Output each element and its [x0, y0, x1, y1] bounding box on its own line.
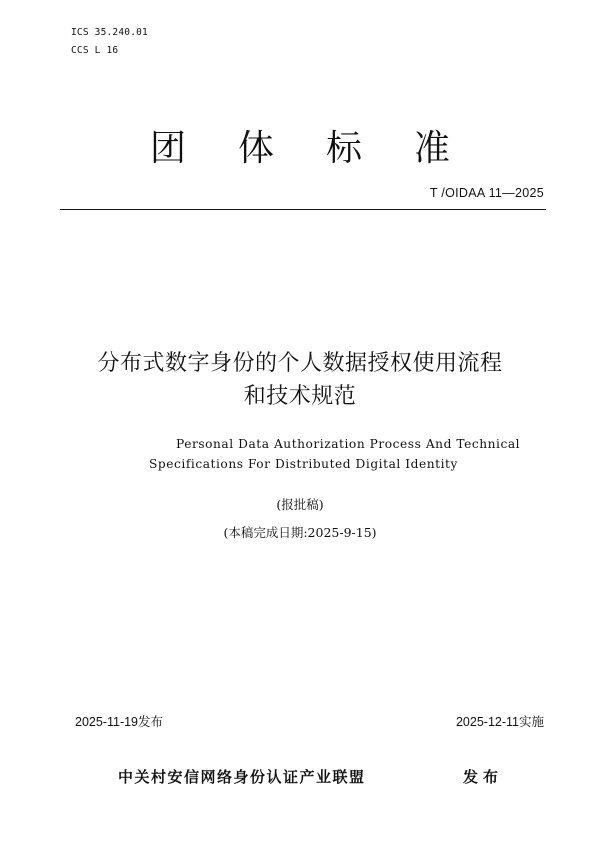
draft-status-label: (报批稿) — [276, 497, 324, 512]
draft-completion-date: (本稿完成日期:2025-9-15) — [223, 525, 377, 540]
ics-code: ICS 35.240.01 — [71, 27, 148, 38]
english-title-line-1: Personal Data Authorization Process And Technical — [176, 437, 521, 451]
chinese-title-line-1: 分布式数字身份的个人数据授权使用流程 — [97, 351, 503, 376]
ccs-code: CCS L 16 — [71, 45, 119, 56]
publish-date: 2025-11-19发布 — [75, 715, 164, 729]
issuing-organization: 中关村安信网络身份认证产业联盟 — [118, 768, 366, 786]
document-type-title: 团体标准 — [149, 128, 502, 169]
implementation-date: 2025-12-11实施 — [455, 715, 544, 729]
header-divider — [60, 209, 546, 210]
standard-number: T /OIDAA 11—2025 — [429, 186, 544, 200]
english-title-line-2: Specifications For Distributed Digital Identity — [149, 457, 458, 471]
issue-label: 发布 — [463, 768, 504, 786]
chinese-title-line-2: 和技术规范 — [243, 384, 357, 409]
